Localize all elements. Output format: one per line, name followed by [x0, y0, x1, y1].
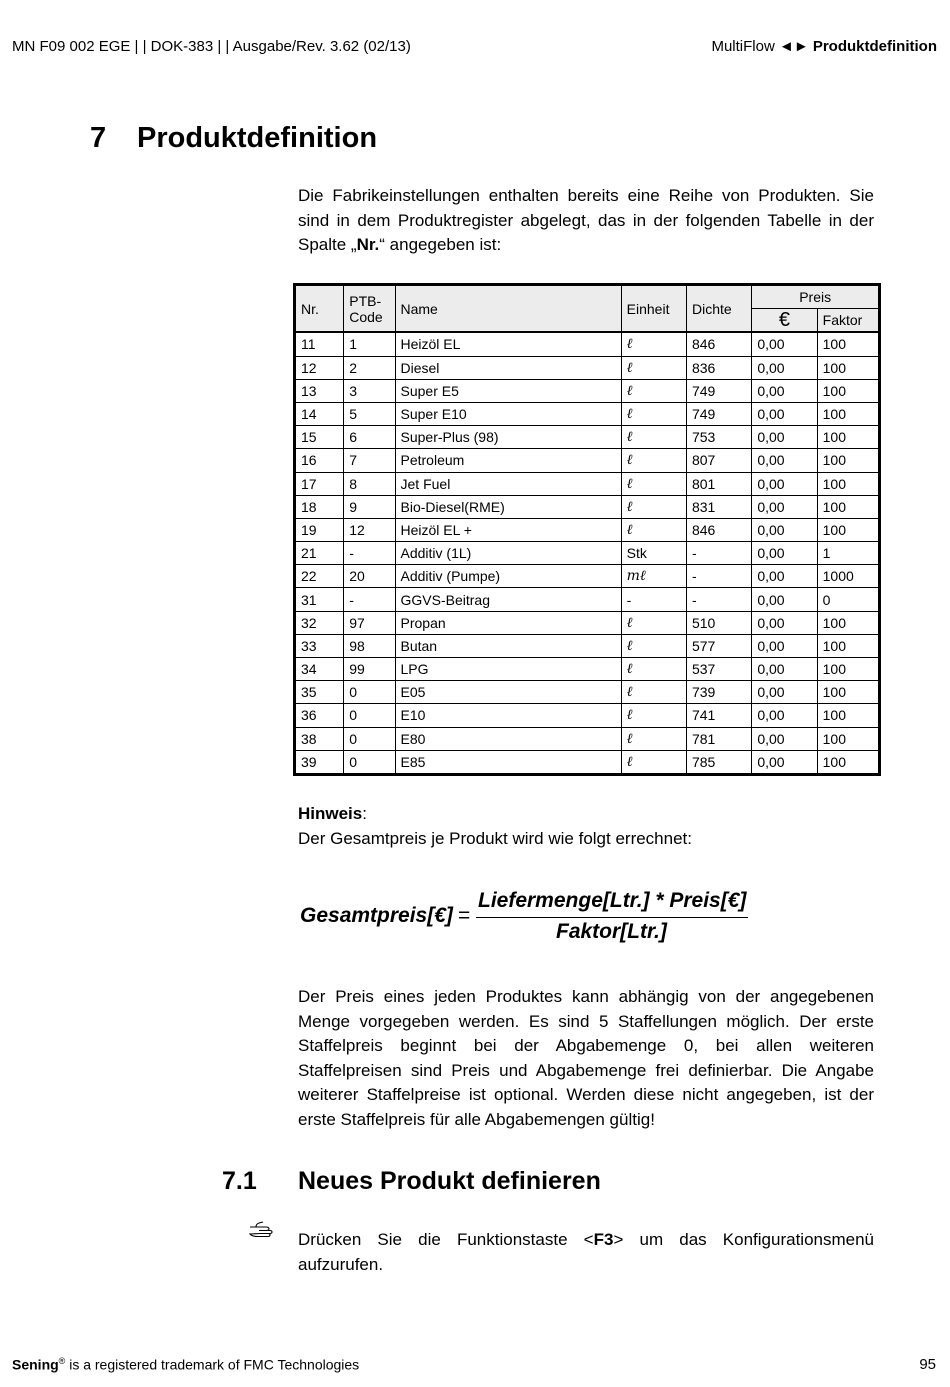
cell-einheit: ℓ [621, 332, 686, 356]
cell-ptb-code: 0 [344, 750, 395, 774]
intro-text-end: “ angegeben ist: [379, 235, 502, 254]
cell-preis-euro: 0,00 [752, 379, 817, 402]
registered-mark: ® [58, 1356, 66, 1366]
cell-einheit: ℓ [621, 658, 686, 681]
cell-name: Butan [395, 634, 621, 657]
cell-faktor: 100 [817, 402, 879, 425]
cell-nr: 39 [295, 750, 344, 774]
cell-einheit: ℓ [621, 379, 686, 402]
table-row [295, 426, 880, 449]
header-product-name: MultiFlow ◄► [711, 38, 813, 55]
cell-name: Bio-Diesel(RME) [395, 495, 621, 518]
cell-einheit: ℓ [621, 611, 686, 634]
brand-name: Sening [12, 1356, 59, 1373]
cell-einheit: ℓ [621, 472, 686, 495]
function-key-f3: F3 [593, 1230, 614, 1249]
cell-dichte: - [686, 588, 751, 611]
table-row [295, 750, 880, 774]
table-row [295, 472, 880, 495]
cell-name: Super-Plus (98) [395, 426, 621, 449]
section-title: Neues Produkt definieren [298, 1167, 601, 1195]
cell-name: Propan [395, 611, 621, 634]
cell-nr: 18 [295, 495, 344, 518]
pointing-hand-icon [248, 1218, 278, 1246]
intro-bold-term: Nr. [356, 235, 380, 254]
cell-nr: 33 [295, 634, 344, 657]
cell-nr: 38 [295, 727, 344, 750]
cell-faktor: 100 [817, 727, 879, 750]
cell-dichte: 836 [686, 356, 751, 379]
cell-preis-euro: 0,00 [752, 727, 817, 750]
header-ptb-code-text: PTB-Code [349, 292, 383, 325]
cell-name: Diesel [395, 356, 621, 379]
cell-nr: 17 [295, 472, 344, 495]
cell-nr: 19 [295, 518, 344, 541]
cell-preis-euro: 0,00 [752, 634, 817, 657]
cell-preis-euro: 0,00 [752, 472, 817, 495]
cell-ptb-code: 0 [344, 704, 395, 727]
cell-einheit: ℓ [621, 449, 686, 472]
cell-preis-euro: 0,00 [752, 518, 817, 541]
cell-dichte: 831 [686, 495, 751, 518]
formula-numerator: Liefermenge[Ltr.] * Preis[€] [478, 889, 747, 912]
note-title-colon: : [362, 804, 367, 823]
cell-ptb-code: - [344, 588, 395, 611]
cell-preis-euro: 0,00 [752, 426, 817, 449]
cell-nr: 36 [295, 704, 344, 727]
cell-einheit: ℓ [621, 495, 686, 518]
cell-name: Heizöl EL + [395, 518, 621, 541]
cell-preis-euro: 0,00 [752, 750, 817, 774]
table-row [295, 727, 880, 750]
cell-dichte: - [686, 542, 751, 565]
table-row [295, 379, 880, 402]
table-row [295, 658, 880, 681]
cell-ptb-code: 0 [344, 727, 395, 750]
table-row [295, 449, 880, 472]
cell-einheit: mℓ [621, 565, 686, 588]
cell-faktor: 100 [817, 379, 879, 402]
cell-preis-euro: 0,00 [752, 356, 817, 379]
cell-nr: 14 [295, 402, 344, 425]
formula-equals: = [458, 904, 471, 927]
cell-name: Petroleum [395, 449, 621, 472]
cell-name: LPG [395, 658, 621, 681]
cell-ptb-code: 7 [344, 449, 395, 472]
cell-faktor: 1 [817, 542, 879, 565]
formula-denominator: Faktor[Ltr.] [556, 920, 667, 943]
cell-dichte: 749 [686, 402, 751, 425]
cell-dichte: 801 [686, 472, 751, 495]
table-row [295, 588, 880, 611]
cell-ptb-code: 6 [344, 426, 395, 449]
instruction-text [298, 1228, 874, 1277]
cell-name: Super E5 [395, 379, 621, 402]
cell-ptb-code: - [344, 542, 395, 565]
header-dichte: Dichte [686, 285, 751, 333]
cell-preis-euro: 0,00 [752, 449, 817, 472]
cell-dichte: - [686, 565, 751, 588]
cell-dichte: 785 [686, 750, 751, 774]
note-title: Hinweis [298, 804, 363, 823]
table-row [295, 518, 880, 541]
cell-nr: 21 [295, 542, 344, 565]
cell-nr: 32 [295, 611, 344, 634]
cell-faktor: 0 [817, 588, 879, 611]
cell-nr: 15 [295, 426, 344, 449]
staffel-paragraph: Der Preis eines jeden Produktes kann abhängig von der angegebenen Menge vorgegeben werden. Es sind 5 Staffellungen möglich. Der erste Staffelpreis beginnt bei der Abgabemenge 0, bei allen weiteren Staffelpreisen sind Preis und Abgabemenge frei definierbar. Die Angabe weiterer Staffelpreise ist optional. Werden diese nicht angegeben, ist der erste Staffelpreis für alle Abgabemengen gültig! [298, 987, 874, 1129]
cell-nr: 22 [295, 565, 344, 588]
cell-einheit: Stk [621, 542, 686, 565]
cell-preis-euro: 0,00 [752, 588, 817, 611]
cell-faktor: 100 [817, 356, 879, 379]
cell-ptb-code: 97 [344, 611, 395, 634]
trademark-text: is a registered trademark of FMC Technologies [65, 1356, 360, 1373]
table-row [295, 332, 880, 356]
cell-preis-euro: 0,00 [752, 681, 817, 704]
cell-faktor: 100 [817, 750, 879, 774]
table-row [295, 611, 880, 634]
cell-faktor: 100 [817, 681, 879, 704]
cell-einheit: ℓ [621, 727, 686, 750]
cell-dichte: 741 [686, 704, 751, 727]
cell-dichte: 510 [686, 611, 751, 634]
cell-faktor: 100 [817, 332, 879, 356]
cell-ptb-code: 12 [344, 518, 395, 541]
cell-dichte: 807 [686, 449, 751, 472]
instruction-text-end: > um das Konfigurationsmenü aufzurufen. [298, 1230, 874, 1274]
cell-dichte: 781 [686, 727, 751, 750]
cell-einheit: ℓ [621, 750, 686, 774]
cell-faktor: 100 [817, 634, 879, 657]
cell-preis-euro: 0,00 [752, 658, 817, 681]
cell-nr: 11 [295, 332, 344, 356]
header-einheit: Einheit [621, 285, 686, 333]
cell-ptb-code: 99 [344, 658, 395, 681]
table-row [295, 565, 880, 588]
formula-lhs: Gesamtpreis[€] [300, 904, 453, 927]
chapter-title: Produktdefinition [137, 122, 378, 154]
cell-nr: 35 [295, 681, 344, 704]
cell-einheit: - [621, 588, 686, 611]
intro-text: Die Fabrikeinstellungen enthalten bereits eine Reihe von Produkten. Sie sind in dem Produktregister abgelegt, das in der folgenden Tabelle in der Spalte „ [298, 186, 874, 254]
cell-name: Heizöl EL [395, 332, 621, 356]
product-table-body [295, 332, 880, 774]
table-row [295, 634, 880, 657]
cell-name: E80 [395, 727, 621, 750]
cell-nr: 16 [295, 449, 344, 472]
cell-dichte: 537 [686, 658, 751, 681]
cell-faktor: 100 [817, 426, 879, 449]
running-header-title [711, 38, 937, 55]
cell-name: E10 [395, 704, 621, 727]
table-row [295, 495, 880, 518]
cell-nr: 31 [295, 588, 344, 611]
document-reference: MN F09 002 EGE | | DOK-383 | | Ausgabe/Rev. 3.62 (02/13) [12, 38, 411, 55]
cell-dichte: 739 [686, 681, 751, 704]
cell-nr: 34 [295, 658, 344, 681]
trademark-notice [12, 1356, 359, 1373]
cell-name: Jet Fuel [395, 472, 621, 495]
header-euro: € [752, 309, 817, 333]
header-preis: Preis [752, 285, 880, 309]
cell-nr: 12 [295, 356, 344, 379]
cell-name: Additiv (1L) [395, 542, 621, 565]
cell-dichte: 846 [686, 332, 751, 356]
cell-name: GGVS-Beitrag [395, 588, 621, 611]
cell-nr: 13 [295, 379, 344, 402]
cell-ptb-code: 2 [344, 356, 395, 379]
table-row [295, 704, 880, 727]
cell-preis-euro: 0,00 [752, 542, 817, 565]
fraction-bar [476, 917, 748, 918]
cell-ptb-code: 20 [344, 565, 395, 588]
cell-dichte: 846 [686, 518, 751, 541]
cell-ptb-code: 0 [344, 681, 395, 704]
cell-einheit: ℓ [621, 704, 686, 727]
cell-faktor: 100 [817, 611, 879, 634]
cell-preis-euro: 0,00 [752, 704, 817, 727]
cell-dichte: 753 [686, 426, 751, 449]
table-row [295, 356, 880, 379]
section-number: 7.1 [222, 1167, 257, 1195]
header-ptb-code [344, 285, 395, 333]
cell-preis-euro: 0,00 [752, 565, 817, 588]
cell-name: E05 [395, 681, 621, 704]
instruction-text-start: Drücken Sie die Funktionstaste < [298, 1230, 594, 1249]
page-number: 95 [919, 1356, 936, 1373]
intro-paragraph [298, 184, 874, 258]
header-nr: Nr. [295, 285, 344, 333]
cell-faktor: 100 [817, 472, 879, 495]
cell-faktor: 100 [817, 495, 879, 518]
cell-einheit: ℓ [621, 518, 686, 541]
cell-einheit: ℓ [621, 681, 686, 704]
cell-faktor: 100 [817, 658, 879, 681]
header-name: Name [395, 285, 621, 333]
cell-faktor: 100 [817, 449, 879, 472]
cell-dichte: 577 [686, 634, 751, 657]
table-row [295, 681, 880, 704]
cell-ptb-code: 9 [344, 495, 395, 518]
chapter-heading [90, 122, 377, 155]
cell-einheit: ℓ [621, 402, 686, 425]
cell-ptb-code: 1 [344, 332, 395, 356]
cell-name: Additiv (Pumpe) [395, 565, 621, 588]
cell-preis-euro: 0,00 [752, 402, 817, 425]
table-row [295, 542, 880, 565]
cell-faktor: 1000 [817, 565, 879, 588]
cell-einheit: ℓ [621, 356, 686, 379]
cell-ptb-code: 3 [344, 379, 395, 402]
cell-einheit: ℓ [621, 634, 686, 657]
cell-ptb-code: 5 [344, 402, 395, 425]
cell-einheit: ℓ [621, 426, 686, 449]
cell-name: Super E10 [395, 402, 621, 425]
cell-faktor: 100 [817, 518, 879, 541]
cell-preis-euro: 0,00 [752, 332, 817, 356]
cell-preis-euro: 0,00 [752, 611, 817, 634]
header-chapter-name: Produktdefinition [812, 38, 937, 55]
cell-preis-euro: 0,00 [752, 495, 817, 518]
cell-name: E85 [395, 750, 621, 774]
cell-faktor: 100 [817, 704, 879, 727]
chapter-number: 7 [90, 122, 107, 154]
cell-ptb-code: 8 [344, 472, 395, 495]
note-heading [298, 804, 367, 824]
header-faktor: Faktor [817, 309, 879, 333]
note-text: Der Gesamtpreis je Produkt wird wie folgt errechnet: [298, 829, 692, 848]
product-table [293, 283, 881, 776]
table-row [295, 402, 880, 425]
cell-dichte: 749 [686, 379, 751, 402]
cell-ptb-code: 98 [344, 634, 395, 657]
